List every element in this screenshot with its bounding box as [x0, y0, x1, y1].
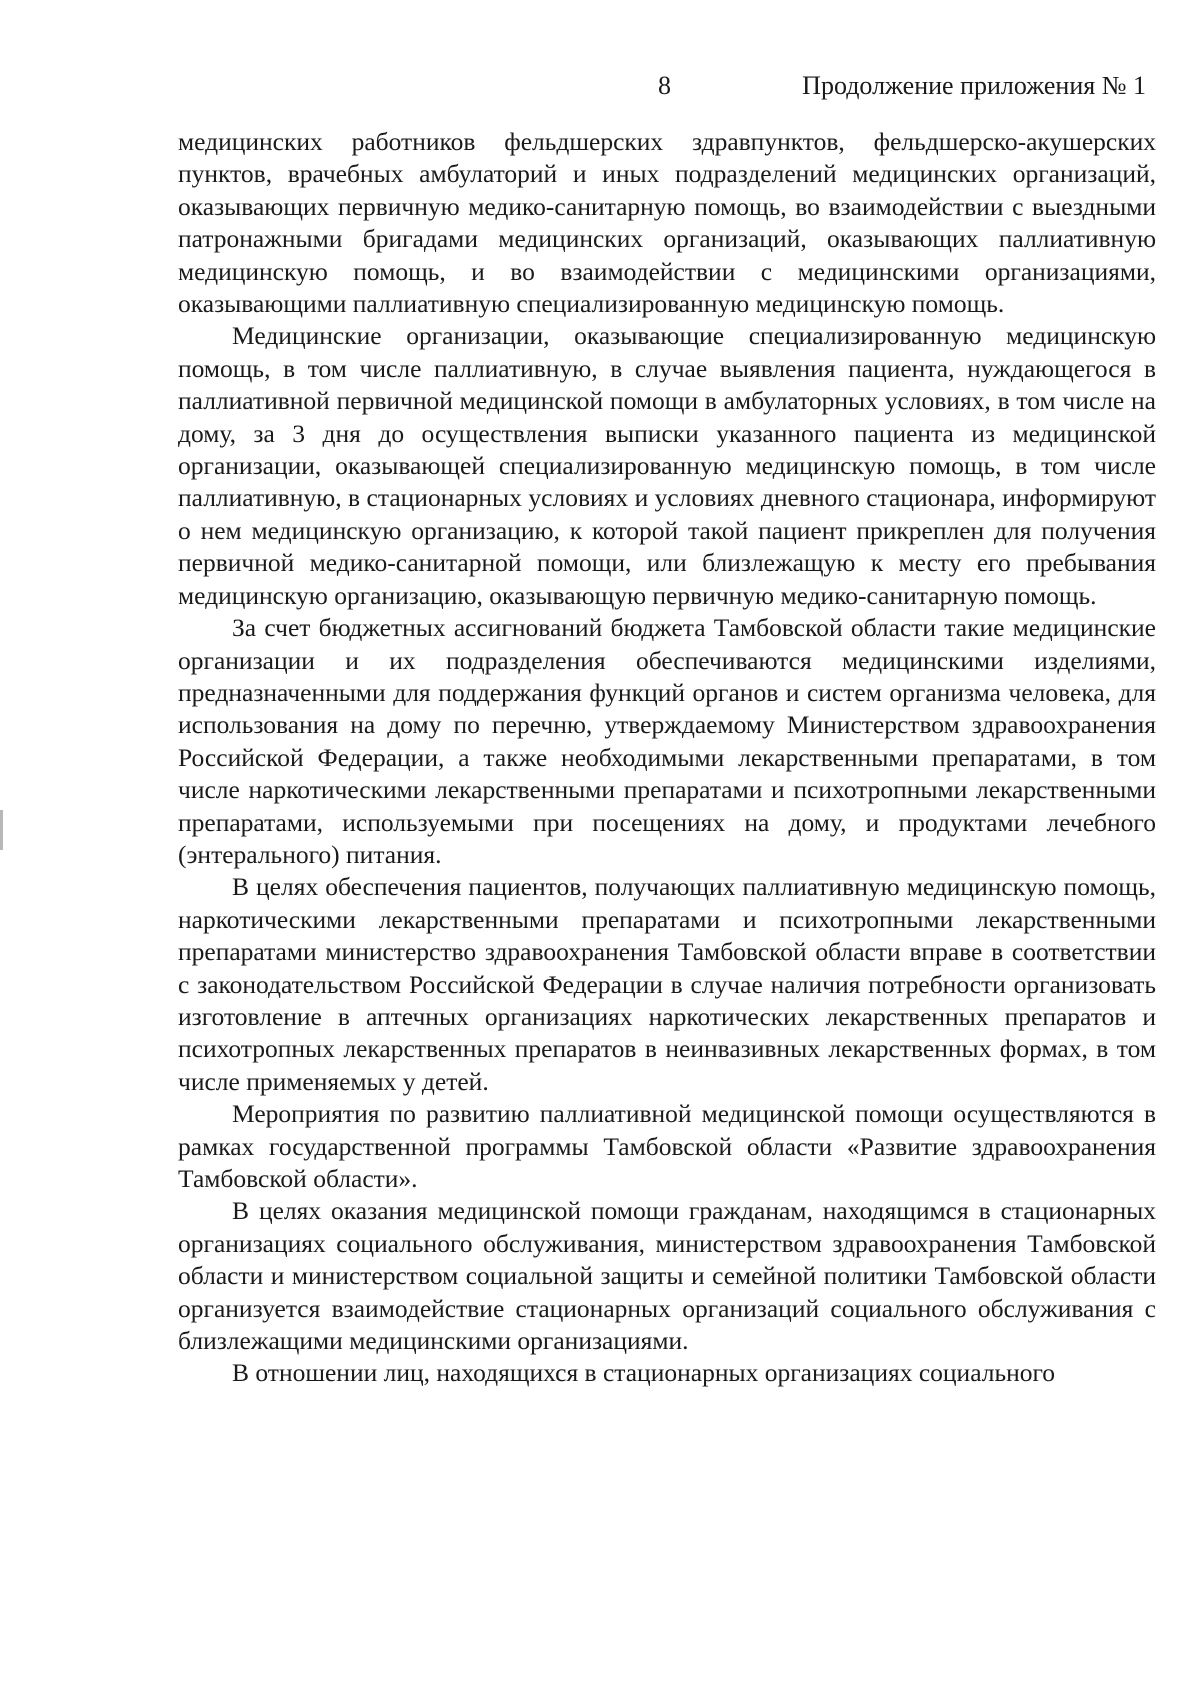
page-header — [0, 66, 1200, 106]
paragraph-narcotic-drugs: В целях обеспечения пациентов, получающих паллиативную медицинскую помощь, наркотическими лекарственными препаратами и психотропными лекарственными препаратами министерство здравоохранения Тамбовской области вправе в соответствии с законодательством Российской Федерации в случае наличия потребности организовать изготовление в аптечных организациях наркотических лекарственных препаратов и психотропных лекарственных препаратов в неинвазивных лекарственных формах, в том числе применяемых у детей. — [178, 872, 1156, 1096]
paragraph-specialized-care: Медицинские организации, оказывающие специализированную медицинскую помощь, в том числе паллиативную, в случае выявления пациента, нуждающегося в паллиативной первичной медицинской помощи в амбулаторных условиях, в том числе на дому, за 3 дня до осуществления выписки указанного пациента из медицинской организации, оказывающей специализированную медицинскую помощь, в том числе паллиативную, в стационарных условиях и условиях дневного стационара, информируют о нем медицинскую организацию, к которой такой пациент прикреплен для получения первичной медико-санитарной помощи, или близлежащую к месту его пребывания медицинскую организацию, оказывающую первичную медико-санитарную помощь. — [178, 321, 1156, 610]
document-body — [178, 126, 1156, 1390]
paragraph-final-fragment: В отношении лиц, находящихся в стационарных организациях социального — [232, 1358, 1056, 1388]
scan-edge-mark — [0, 810, 3, 850]
paragraph-social-service-cooperation: В целях оказания медицинской помощи гражданам, находящимся в стационарных организациях социального обслуживания, министерством здравоохранения Тамбовской области и министерством социальной защиты и семейной политики Тамбовской области организуется взаимодействие стационарных организаций социального обслуживания с близлежащими медицинскими организациями. — [178, 1196, 1156, 1356]
page-number: 8 — [658, 71, 671, 100]
paragraph-budget-funding: За счет бюджетных ассигнований бюджета Тамбовской области такие медицинские организации и их подразделения обеспечиваются медицинскими изделиями, предназначенными для поддержания функций органов и систем организма человека, для использования на дому по перечню, утверждаемому Министерством здравоохранения Российской Федерации, а также необходимыми лекарственными препаратами, в том числе наркотическими лекарственными препаратами и психотропными лекарственными препаратами, используемыми при посещениях на дому, и продуктами лечебного (энтерального) питания. — [178, 613, 1156, 869]
paragraph-continuation: медицинских работников фельдшерских здравпунктов, фельдшерско-акушерских пунктов, врачебных амбулаторий и иных подразделений медицинских организаций, оказывающих первичную медико-санитарную помощь, во взаимодействии с выездными патронажными бригадами медицинских организаций, оказывающих паллиативную медицинскую помощь, и во взаимодействии с медицинскими организациями, оказывающими паллиативную специализированную медицинскую помощь. — [178, 127, 1156, 319]
paragraph-program-measures: Мероприятия по развитию паллиативной медицинской помощи осуществляются в рамках государственной программы Тамбовской области «Развитие здравоохранения Тамбовской области». — [178, 1099, 1156, 1193]
appendix-continuation-label: Продолжение приложения № 1 — [802, 71, 1146, 100]
